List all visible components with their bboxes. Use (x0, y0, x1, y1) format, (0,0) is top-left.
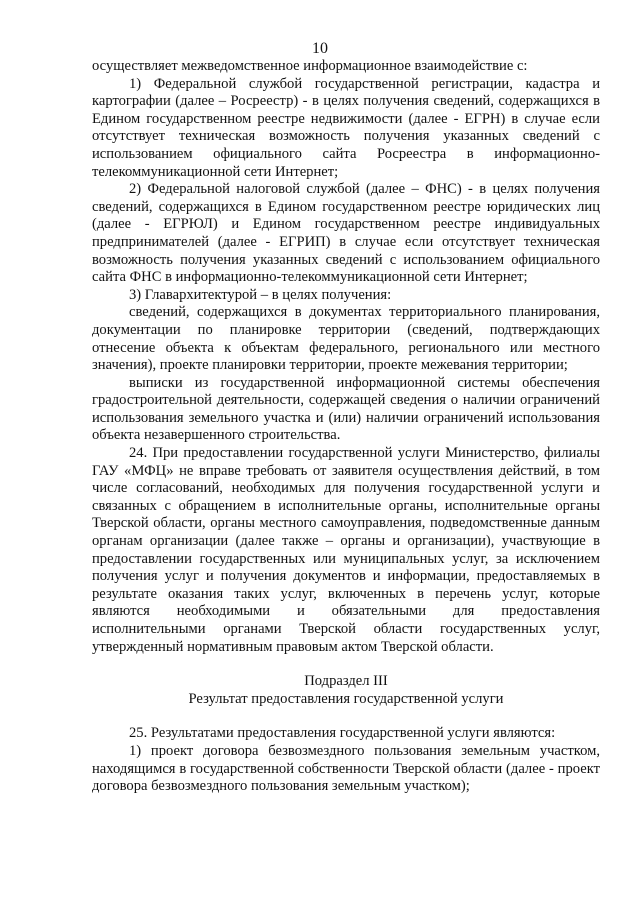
paragraph-24: 24. При предоставлении государственной услуги Министерство, филиалы ГАУ «МФЦ» не вправе требовать от заявителя осуществления действий, в том числе согласований, необходимых для получения государственной услуги и связанных с обращением в исполнительные органы, исполнительные органы Тверской области, органы местного самоуправления, подведомственные данным органам организации (далее также – органы и организации), участвующие в предоставлении государственных или муниципальных услуг, за исключением получения услуг и получения документов и информации, предоставляемых в результате оказания таких услуг, включенных в перечень услуг, которые являются необходимыми и обязательными для предоставления исполнительными органами Тверской области государственных услуг, утвержденный нормативным правовым актом Тверской области. (92, 445, 600, 655)
paragraph-25-item-1: 1) проект договора безвозмездного пользования земельным участком, находящимся в государственной собственности Тверской области (далее - проект договора безвозмездного пользования земельным участком); (92, 742, 600, 795)
page-number: 10 (312, 40, 328, 57)
document-body (92, 58, 600, 796)
paragraph-intro: осуществляет межведомственное информационное взаимодействие с: (92, 58, 528, 74)
subsection-title: Подраздел III (304, 673, 388, 690)
paragraph-fns: 2) Федеральной налоговой службой (далее – ФНС) - в целях получения сведений, содержащихся в Едином государственном реестре юридических лиц (далее - ЕГРЮЛ) и Едином государственном реестре индивидуальных предпринимателей (далее - ЕГРИП) в случае если отсутствует техническая возможность получения указанных сведений с использованием официального сайта ФНС в информационно-телекоммуникационной сети Интернет; (92, 181, 600, 286)
paragraph-25: 25. Результатами предоставления государственной услуги являются: (129, 725, 556, 742)
paragraph-glavarkhitektura: 3) Главархитектурой – в целях получения: (129, 286, 392, 303)
paragraph-rosreestr: 1) Федеральной службой государственной регистрации, кадастра и картографии (далее – Росреестр) - в целях получения сведений, содержащихся в Едином государственном реестре недвижимости (далее - ЕГРН) в случае если отсутствует техническая возможность получения указанных сведений с использованием официального сайта Росреестра в информационно-телекоммуникационной сети Интернет; (92, 75, 600, 180)
paragraph-territorial-planning: сведений, содержащихся в документах территориального планирования, документации по планировке территории (сведений, подтверждающих отнесение объекта к объектам федерального, регионального или местного значения), проекте планировки территории, проекте межевания территории; (92, 304, 600, 374)
subsection-subtitle: Результат предоставления государственной услуги (188, 690, 504, 707)
spacer (92, 656, 600, 673)
paragraph-gisogd-extract: выписки из государственной информационной системы обеспечения градостроительной деятельности, содержащей сведения о наличии ограничений использования земельного участка и (или) наличии ограничений использования объекта незавершенного строительства. (92, 374, 600, 444)
spacer (92, 708, 600, 725)
